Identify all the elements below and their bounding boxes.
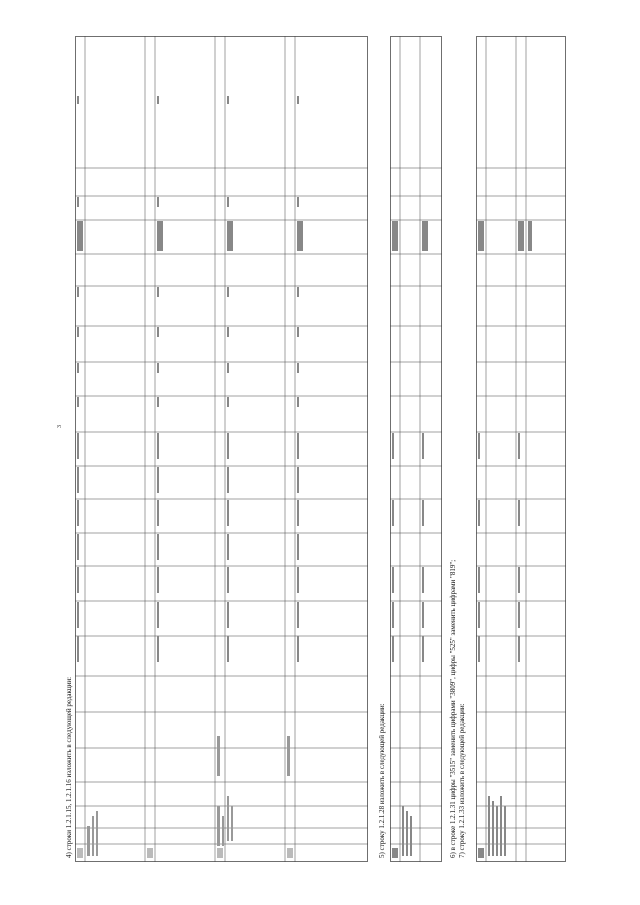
paragraph-6: 6) в строке 1.2.1.31 цифры "3515" заменить цифрами "3809", цифры "525" заменить цифрами "819";	[449, 559, 457, 858]
paragraph-7: 7) строку 1.2.1.33 изложить в следующей редакции:	[458, 703, 466, 858]
table-row-1-2-1-28	[390, 36, 442, 862]
paragraph-5: 5) строку 1.2.1.28 изложить в следующей редакции:	[378, 703, 386, 858]
table-rows-1-2-1-15-16	[75, 36, 368, 862]
table-row-1-2-1-33	[476, 36, 566, 862]
paragraph-4: 4) строки 1.2.1.15, 1.2.1.16 изложить в следующей редакции:	[65, 676, 73, 858]
page-number: 3	[57, 425, 63, 428]
